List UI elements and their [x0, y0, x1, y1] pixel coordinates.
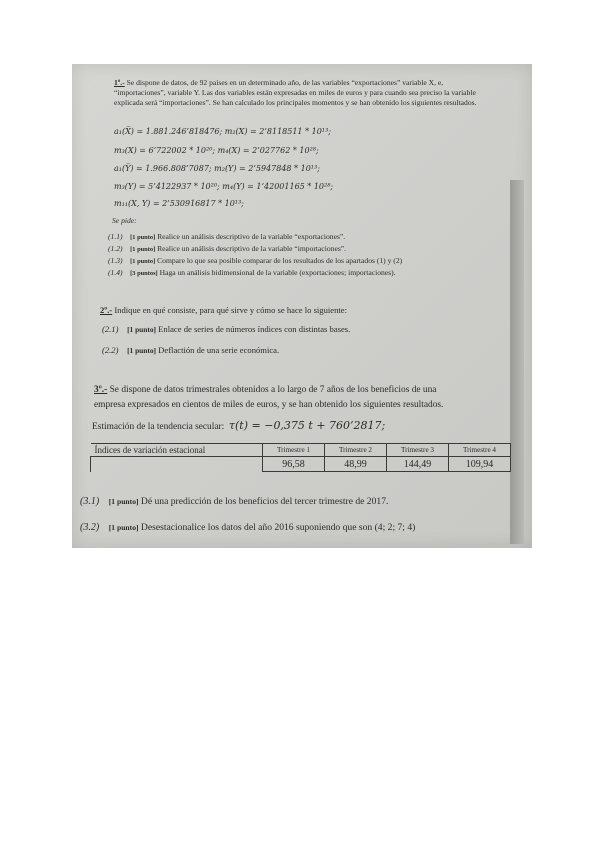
table-value-trimestre-1: 96,58 — [263, 457, 325, 472]
item-text: Realice un análisis descriptivo de la variable “importaciones”. — [157, 244, 347, 253]
item-text: Realice un análisis descriptivo de la variable “exportaciones”. — [157, 232, 346, 241]
table-value-trimestre-4: 109,94 — [449, 457, 511, 472]
table-header-trimestre-1: Trimestre 1 — [263, 444, 325, 457]
item-text: Enlace de series de números índices con distintas bases. — [158, 324, 351, 334]
table-header-trimestre-4: Trimestre 4 — [449, 444, 511, 457]
item-text: Deflactión de una serie económica. — [158, 345, 280, 355]
table-empty-cell — [91, 457, 263, 472]
question-1-item-2 — [108, 244, 346, 255]
item-number: (2.2) — [102, 345, 119, 355]
table-label: Índices de variación estacional — [91, 444, 263, 457]
item-points: [1 punto] — [130, 258, 156, 265]
question-3-item-1 — [80, 496, 388, 507]
table-header-row — [91, 444, 511, 457]
item-points: [1 punto] — [108, 497, 139, 506]
question-2-intro — [100, 305, 347, 315]
question-1-item-1 — [108, 232, 345, 243]
formula-line-4: m₃(Y) = 5’4122937 * 10²⁰; m₄(Y) = 1’42001165 * 10²⁸; — [114, 182, 334, 191]
formula-line-5: m₁₁(X, Y) = 2’530916817 * 10¹³; — [114, 199, 244, 208]
question-3-intro-line-2: empresa expresados en cientos de miles de euros, y se han obtenido los siguientes resultados. — [94, 400, 444, 410]
item-number: (2.1) — [102, 324, 119, 334]
item-number: (1.3) — [108, 256, 123, 265]
question-1-number: 1º.- — [114, 78, 125, 87]
table-header-trimestre-2: Trimestre 2 — [325, 444, 387, 457]
question-3-number: 3º.- — [94, 385, 108, 395]
item-text: Desestacionalice los datos del año 2016 suponiendo que son (4; 2; 7; 4) — [140, 522, 416, 533]
question-3-item-2 — [80, 522, 415, 533]
formula-line-1: a₁(X̅) = 1.881.246’818476; m₂(X) = 2’8118511 * 10¹³; — [114, 127, 331, 136]
item-text: Compare lo que sea posible comparar de los resultados de los apartados (1) y (2) — [157, 256, 403, 265]
tendencia-label: Estimación de la tendencia secular: — [92, 422, 225, 432]
table-value-row — [91, 457, 511, 472]
item-number: (3.1) — [80, 496, 100, 507]
item-points: [1 punto] — [130, 234, 156, 241]
item-points: [1 punto] — [127, 346, 157, 355]
item-points: [1 punto] — [108, 523, 139, 532]
question-2-item-2 — [102, 345, 279, 355]
item-text: Haga un análisis bidimensional de la variable (exportaciones; importaciones). — [159, 268, 396, 277]
item-text: Dé una predicción de los beneficios del tercer trimestre de 2017. — [140, 496, 389, 507]
item-number: (1.4) — [108, 268, 123, 277]
formula-line-2: m₃(X) = 6’722002 * 10²⁰; m₄(X) = 2’027762 * 10²⁸; — [114, 146, 319, 155]
table-value-trimestre-2: 48,99 — [325, 457, 387, 472]
question-2-item-1 — [102, 324, 350, 334]
item-points: [1 punto] — [127, 325, 157, 334]
question-3-intro-line-1 — [94, 385, 436, 395]
question-2-text: Indique en qué consiste, para qué sirve y cómo se hace lo siguiente: — [114, 305, 347, 315]
table-value-trimestre-3: 144,49 — [387, 457, 449, 472]
item-number: (1.2) — [108, 244, 123, 253]
question-1-intro — [114, 78, 494, 108]
se-pide-label: Se pide: — [112, 216, 137, 225]
question-3-text: Se dispone de datos trimestrales obtenidos a lo largo de 7 años de los beneficios de una — [109, 385, 437, 395]
item-number: (1.1) — [108, 232, 123, 241]
question-1-item-4 — [108, 268, 396, 279]
item-number: (3.2) — [80, 522, 100, 533]
item-points: [3 puntos] — [130, 270, 158, 277]
tendencia-secular — [92, 419, 385, 432]
table-header-trimestre-3: Trimestre 3 — [387, 444, 449, 457]
question-1-text: Se dispone de datos, de 92 países en un determinado año, de las variables “exportaciones” variable X, e, “importaciones”, variable Y. Las dos variables están expresadas en miles de euros y para cuando sea preciso la variable explicada será “importaciones”. Se han calculado los principales momentos y se han obtenido los siguientes resultados. — [114, 78, 477, 107]
tendencia-formula: τ(t) = −0,375 t + 760’2817; — [228, 419, 386, 432]
item-points: [1 punto] — [130, 246, 156, 253]
seasonal-index-table — [90, 443, 511, 472]
formula-line-3: a₁(Y̅) = 1.966.808’7087; m₂(Y) = 2’5947848 * 10¹³; — [114, 164, 320, 173]
question-1-item-3 — [108, 256, 402, 267]
question-2-number: 2º.- — [100, 305, 113, 315]
